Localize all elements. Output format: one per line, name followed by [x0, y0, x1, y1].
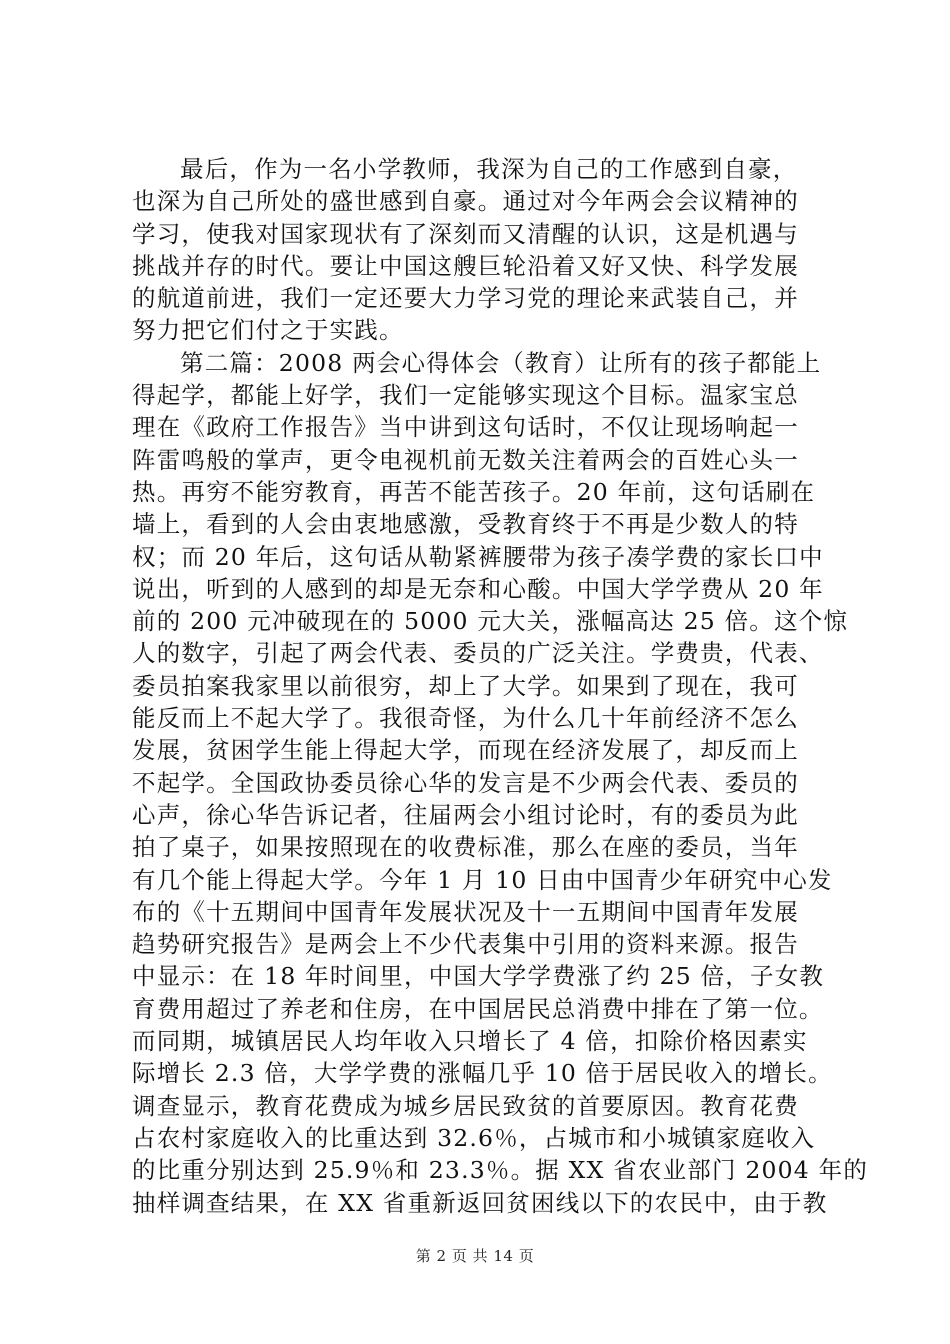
text-line: 不起学。全国政协委员徐心华的发言是不少两会代表、委员的: [132, 768, 799, 797]
text-line: 布的《十五期间中国青年发展状况及十一五期间中国青年发展: [132, 897, 799, 926]
text-line: 而同期，城镇居民人均年收入只增长了 4 倍，扣除价格因素实: [132, 1027, 808, 1056]
text-line: 中显示：在 18 年时间里，中国大学学费涨了约 25 倍，子女教: [132, 962, 825, 991]
text-line: 也深为自己所处的盛世感到自豪。通过对今年两会会议精神的: [132, 187, 799, 216]
text-line: 的航道前进，我们一定还要大力学习党的理论来武装自己，并: [132, 284, 799, 313]
text-line: 前的 200 元冲破现在的 5000 元大关，涨幅高达 25 倍。这个惊: [132, 607, 849, 636]
text-line: 得起学，都能上好学，我们一定能够实现这个目标。温家宝总: [132, 381, 799, 410]
text-line: 墙上，看到的人会由衷地感激，受教育终于不再是少数人的特: [132, 510, 799, 539]
text-line: 努力把它们付之于实践。: [132, 316, 404, 345]
body-text: [132, 153, 869, 1219]
text-line: 学习，使我对国家现状有了深刻而又清醒的认识，这是机遇与: [132, 219, 799, 248]
text-line: 第二篇：2008 两会心得体会（教育）让所有的孩子都能上: [180, 348, 822, 377]
text-line: 发展，贫困学生能上得起大学，而现在经济发展了，却反而上: [132, 736, 799, 765]
text-line: 抽样调查结果，在 XX 省重新返回贫困线以下的农民中，由于教: [132, 1188, 828, 1217]
text-line: 的比重分别达到 25.9％和 23.3％。据 XX 省农业部门 2004 年的: [132, 1156, 869, 1185]
text-line: 心声，徐心华告诉记者，往届两会小组讨论时，有的委员为此: [132, 800, 799, 829]
text-line: 有几个能上得起大学。今年 1 月 10 日由中国青少年研究中心发: [132, 865, 833, 894]
text-line: 育费用超过了养老和住房，在中国居民总消费中排在了第一位。: [132, 994, 824, 1023]
page-footer: 第 2 页 共 14 页: [415, 1247, 535, 1265]
text-line: 阵雷鸣般的掌声，更令电视机前无数关注着两会的百姓心头一: [132, 445, 799, 474]
text-line: 占农村家庭收入的比重达到 32.6％，占城市和小城镇家庭收入: [132, 1123, 816, 1152]
text-line: 调查显示，教育花费成为城乡居民致贫的首要原因。教育花费: [132, 1091, 799, 1120]
text-line: 委员拍案我家里以前很穷，却上了大学。如果到了现在，我可: [132, 671, 799, 700]
text-line: 说出，听到的人感到的却是无奈和心酸。中国大学学费从 20 年: [132, 574, 824, 603]
text-line: 人的数字，引起了两会代表、委员的广泛关注。学费贵，代表、: [132, 639, 824, 668]
text-line: 际增长 2.3 倍，大学学费的涨幅几乎 10 倍于居民收入的增长。: [132, 1059, 833, 1088]
text-line: 最后，作为一名小学教师，我深为自己的工作感到自豪，: [180, 155, 798, 183]
text-line: 挑战并存的时代。要让中国这艘巨轮沿着又好又快、科学发展: [132, 251, 799, 280]
text-line: 趋势研究报告》是两会上不少代表集中引用的资料来源。报告: [132, 930, 799, 959]
text-line: 拍了桌子，如果按照现在的收费标准，那么在座的委员，当年: [132, 833, 799, 862]
text-line: 热。再穷不能穷教育，再苦不能苦孩子。20 年前，这句话刷在: [132, 477, 816, 506]
text-line: 能反而上不起大学了。我很奇怪，为什么几十年前经济不怎么: [132, 704, 799, 733]
text-line: 理在《政府工作报告》当中讲到这句话时，不仅让现场响起一: [132, 413, 799, 442]
text-line: 权；而 20 年后，这句话从勒紧裤腰带为孩子凑学费的家长口中: [132, 542, 824, 571]
